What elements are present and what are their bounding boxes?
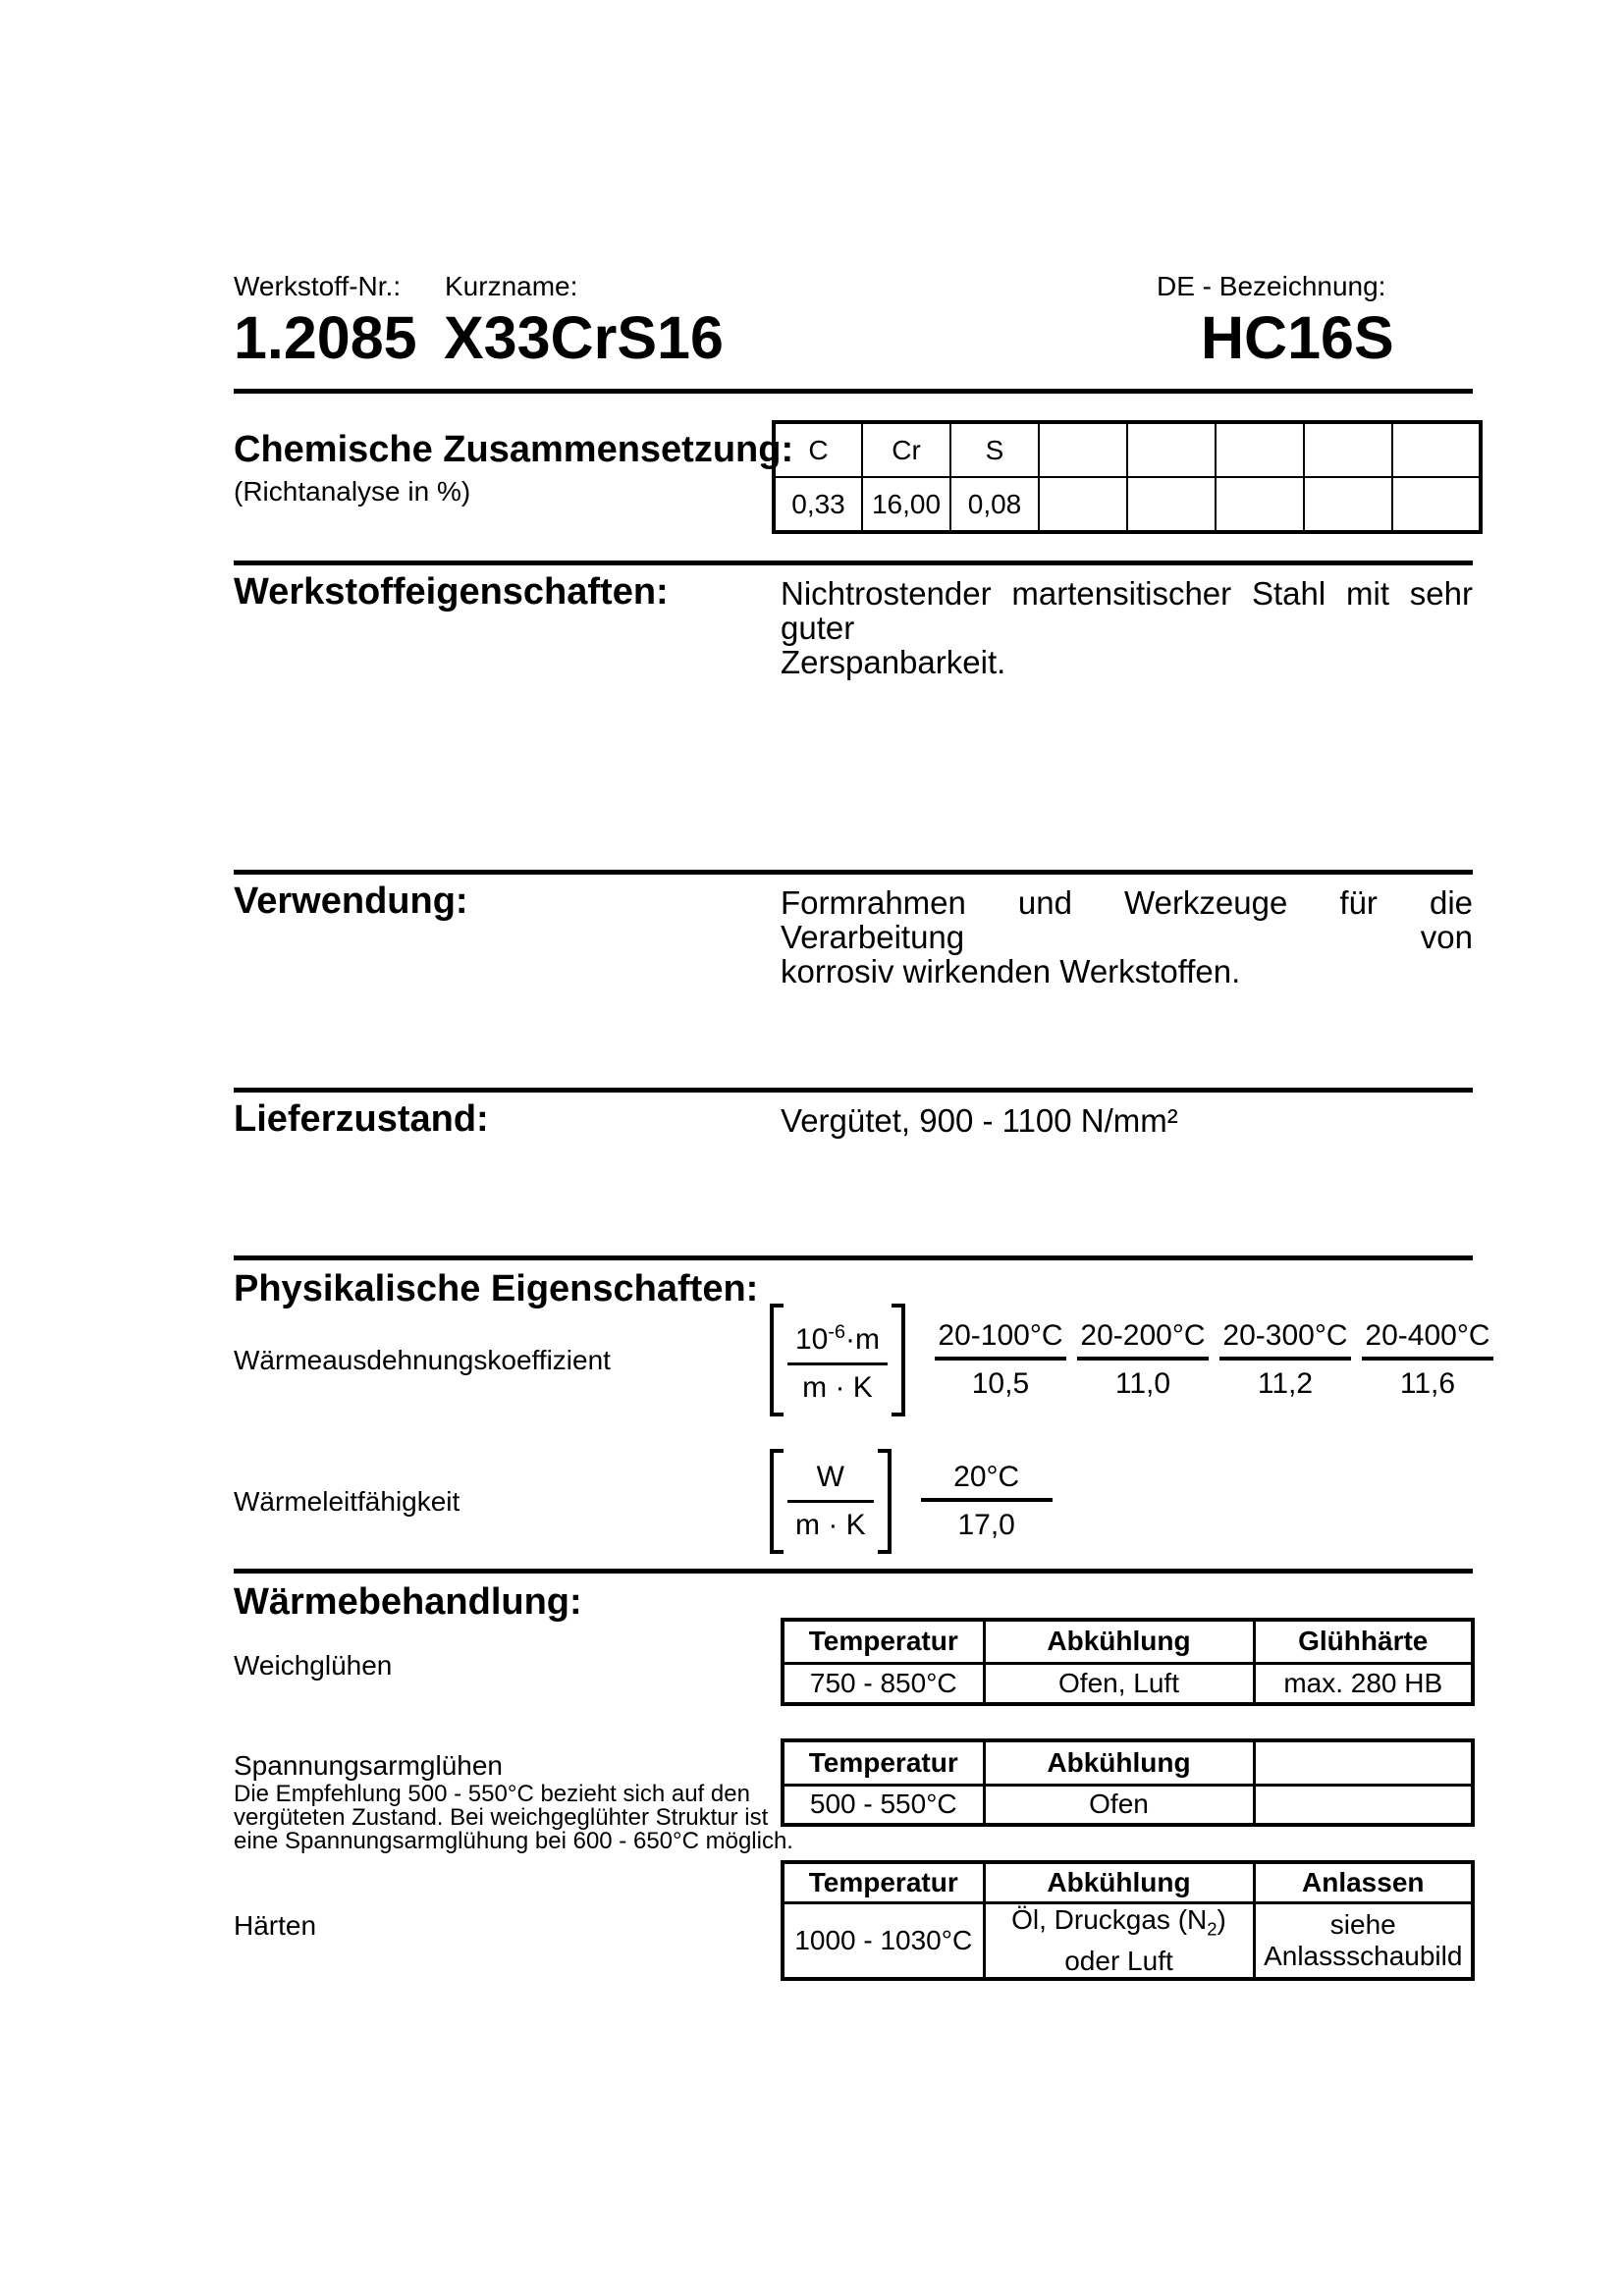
- table-data-cell: Ofen: [984, 1785, 1254, 1825]
- divider: [234, 1088, 1473, 1093]
- thermal-expansion-row: [234, 1304, 1493, 1416]
- chem-value: [1039, 477, 1127, 532]
- chem-value: [1127, 477, 1216, 532]
- chem-col-header: [1216, 422, 1304, 477]
- chem-value-row: [774, 477, 1481, 532]
- cooling-text: ): [1217, 1903, 1226, 1935]
- unit-num-base: 10: [795, 1323, 829, 1356]
- temperature-range: 20-100°C: [935, 1319, 1066, 1361]
- heat-treatment-heading: Wärmebehandlung:: [234, 1581, 582, 1623]
- table-data-cell: [1254, 1902, 1473, 1979]
- tempering-line1: siehe: [1329, 1908, 1396, 1940]
- divider: [234, 561, 1473, 565]
- unit-bracket: [770, 1449, 892, 1554]
- unit-numerator: [787, 1313, 888, 1365]
- table-data-row: [783, 1902, 1473, 1979]
- de-designation: HC16S: [1201, 304, 1394, 371]
- chem-col-header: [1127, 422, 1216, 477]
- unit-denominator: m · K: [802, 1371, 873, 1404]
- hardening-table: [781, 1860, 1475, 1981]
- chem-header-row: [774, 422, 1481, 477]
- chem-col-header: [1304, 422, 1392, 477]
- table-data-cell: [1254, 1785, 1473, 1825]
- material-properties-text: [781, 576, 1473, 679]
- stress-relief-label: Spannungsarmglühen: [234, 1750, 503, 1781]
- divider: [234, 1569, 1473, 1574]
- usage-line1: Formrahmen und Werkzeuge für die Verarbeitung von: [781, 884, 1473, 955]
- divider: [234, 870, 1473, 875]
- material-number: 1.2085: [234, 304, 417, 371]
- table-header-cell: Abkühlung: [984, 1620, 1254, 1663]
- stress-relief-table: [781, 1738, 1475, 1827]
- temperature-range-column: [1077, 1319, 1209, 1401]
- expansion-value: 11,6: [1399, 1367, 1456, 1400]
- table-header-cell: Glühhärte: [1254, 1620, 1473, 1663]
- table-header-cell: Temperatur: [783, 1862, 984, 1902]
- expansion-value: 11,0: [1114, 1367, 1171, 1400]
- table-header-row: [783, 1740, 1473, 1785]
- chemical-composition-table: [772, 420, 1483, 534]
- divider: [234, 389, 1473, 394]
- delivery-condition-text: Vergütet, 900 - 1100 N/mm²: [781, 1102, 1178, 1139]
- short-name-label: Kurzname:: [445, 271, 578, 301]
- unit-num-rest: ·m: [844, 1323, 880, 1356]
- table-header-cell: Abkühlung: [984, 1862, 1254, 1902]
- table-header-cell: Anlassen: [1254, 1862, 1473, 1902]
- chem-col-header: C: [774, 422, 862, 477]
- table-data-row: [783, 1663, 1473, 1704]
- unit-num-exponent: -6: [828, 1321, 845, 1343]
- chem-value: [1304, 477, 1392, 532]
- chem-value: 0,33: [774, 477, 862, 532]
- temperature-range: 20-400°C: [1362, 1319, 1493, 1361]
- material-properties-line1: Nichtrostender martensitischer Stahl mit sehr guter: [781, 575, 1473, 646]
- table-header-cell: Temperatur: [783, 1740, 984, 1785]
- thermal-conductivity-label: Wärmeleitfähigkeit: [234, 1485, 460, 1517]
- unit-numerator: W: [787, 1459, 874, 1503]
- temperature-range-column: [921, 1461, 1053, 1542]
- temperature-range-column: [935, 1319, 1066, 1401]
- chem-value: 16,00: [862, 477, 950, 532]
- table-header-cell: Abkühlung: [984, 1740, 1254, 1785]
- usage-text: [781, 885, 1473, 988]
- material-properties-line2: Zerspanbarkeit.: [781, 644, 1006, 680]
- expansion-value: 10,5: [971, 1367, 1030, 1400]
- chem-value: [1392, 477, 1481, 532]
- temperature-range: 20-200°C: [1077, 1319, 1209, 1361]
- chem-value: 0,08: [950, 477, 1039, 532]
- material-number-label: Werkstoff-Nr.:: [234, 271, 402, 301]
- stress-relief-note-line3: eine Spannungsarmglühung bei 600 - 650°C möglich.: [234, 1828, 793, 1854]
- thermal-conductivity-columns: [921, 1461, 1053, 1542]
- thermal-expansion-label: Wärmeausdehnungskoeffizient: [234, 1344, 611, 1375]
- cooling-subscript: 2: [1207, 1918, 1217, 1940]
- cooling-line1: [986, 1904, 1253, 1946]
- unit-bracket: [770, 1304, 905, 1416]
- expansion-value: 11,2: [1257, 1367, 1314, 1400]
- table-data-cell: 1000 - 1030°C: [783, 1902, 984, 1979]
- unit-fraction: [787, 1459, 874, 1544]
- usage-line2: korrosiv wirkenden Werkstoffen.: [781, 953, 1241, 989]
- chem-col-header: [1039, 422, 1127, 477]
- divider: [234, 1255, 1473, 1260]
- stress-relief-note-line1: Die Empfehlung 500 - 550°C bezieht sich auf den: [234, 1781, 750, 1807]
- table-header-cell: [1254, 1740, 1473, 1785]
- stress-relief-note: [234, 1783, 793, 1853]
- de-designation-label: DE - Bezeichnung:: [1157, 271, 1386, 301]
- stress-relief-note-line2: vergüteten Zustand. Bei weichgeglühter Struktur ist: [234, 1804, 769, 1831]
- hardening-label: Härten: [234, 1910, 317, 1941]
- cooling-text: Öl, Druckgas (N: [1011, 1903, 1208, 1935]
- soft-annealing-table: [781, 1618, 1475, 1706]
- table-data-cell: 750 - 850°C: [783, 1663, 984, 1704]
- soft-annealing-label: Weichglühen: [234, 1650, 393, 1681]
- table-data-row: [783, 1785, 1473, 1825]
- chem-col-header: Cr: [862, 422, 950, 477]
- unit-fraction: [787, 1313, 888, 1407]
- material-properties-heading: Werkstoffeigenschaften:: [234, 571, 669, 613]
- delivery-condition-heading: Lieferzustand:: [234, 1098, 489, 1140]
- thermal-expansion-columns: [935, 1319, 1493, 1401]
- temperature-range: 20°C: [921, 1461, 1053, 1502]
- thermal-conductivity-row: [234, 1449, 1053, 1554]
- tempering-line2: Anlassschaubild: [1264, 1940, 1463, 1971]
- table-header-row: [783, 1862, 1473, 1902]
- table-data-cell: [984, 1902, 1254, 1979]
- short-name: X33CrS16: [444, 304, 724, 371]
- unit-denominator: m · K: [795, 1509, 866, 1541]
- table-header-row: [783, 1620, 1473, 1663]
- usage-heading: Verwendung:: [234, 881, 468, 922]
- chemical-composition-subheading: (Richtanalyse in %): [234, 476, 471, 507]
- table-header-cell: Temperatur: [783, 1620, 984, 1663]
- chem-col-header: S: [950, 422, 1039, 477]
- cooling-line2: oder Luft: [1064, 1945, 1173, 1976]
- physical-properties-heading: Physikalische Eigenschaften:: [234, 1268, 759, 1309]
- conductivity-value: 17,0: [957, 1509, 1015, 1541]
- chem-col-header: [1392, 422, 1481, 477]
- chemical-composition-heading: Chemische Zusammensetzung:: [234, 429, 794, 470]
- table-data-cell: Ofen, Luft: [984, 1663, 1254, 1704]
- temperature-range: 20-300°C: [1219, 1319, 1351, 1361]
- temperature-range-column: [1219, 1319, 1351, 1401]
- temperature-range-column: [1362, 1319, 1493, 1401]
- table-data-cell: 500 - 550°C: [783, 1785, 984, 1825]
- table-data-cell: max. 280 HB: [1254, 1663, 1473, 1704]
- chem-value: [1216, 477, 1304, 532]
